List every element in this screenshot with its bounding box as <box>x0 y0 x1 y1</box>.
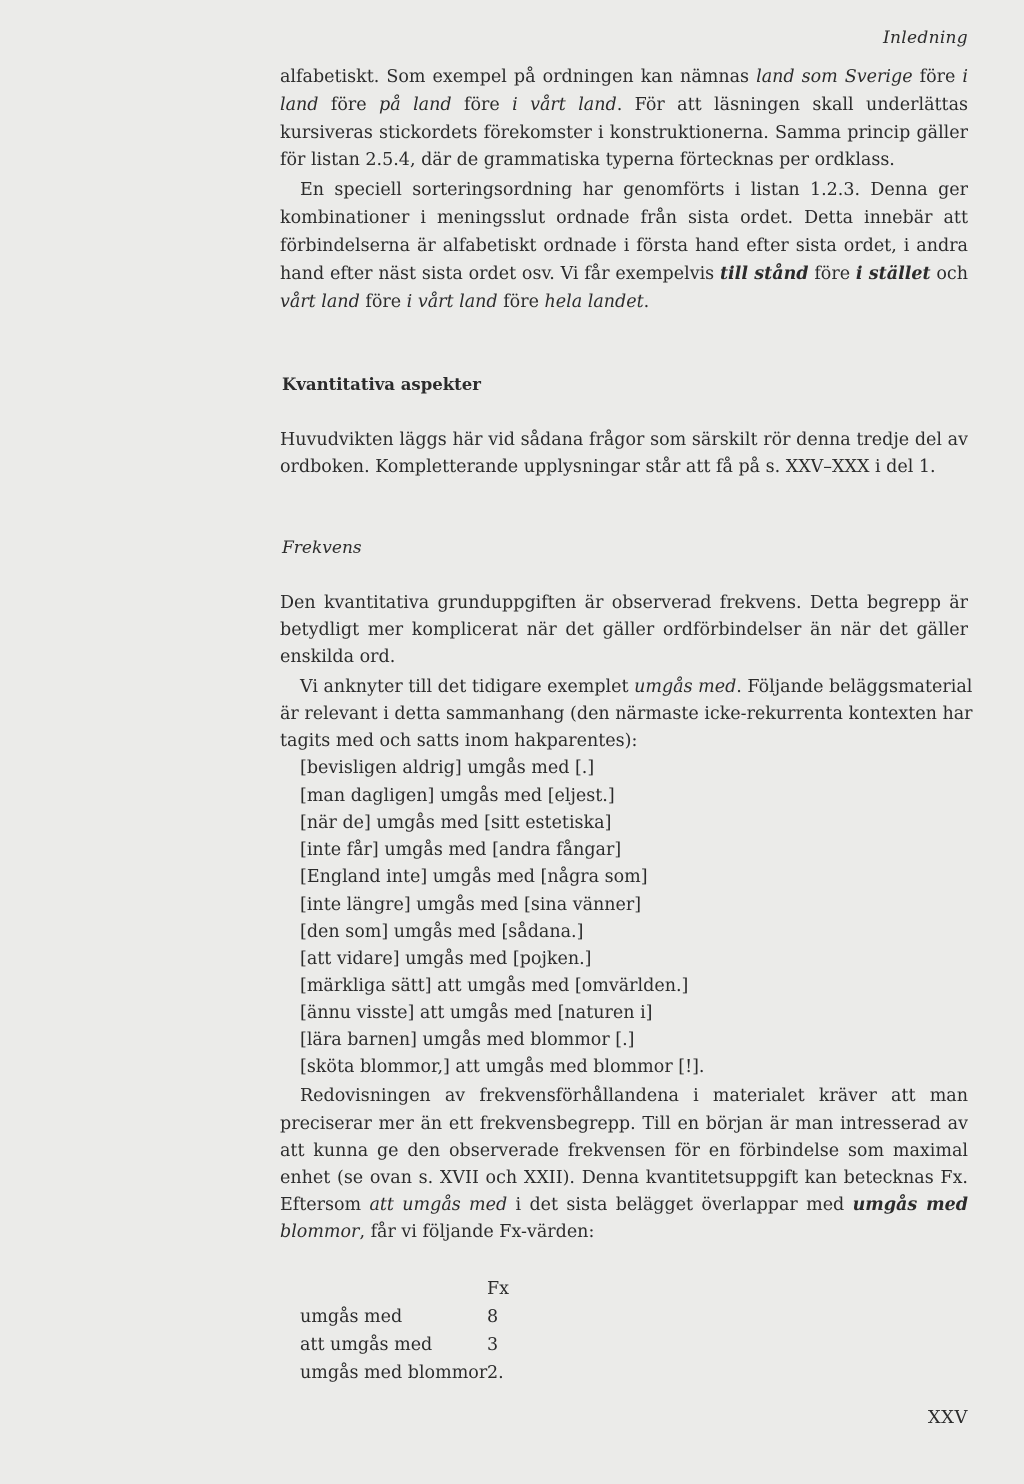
paragraph-line <box>300 674 973 701</box>
subsection-heading: Frekvens <box>282 538 362 558</box>
emphasized-text: i vårt land <box>512 95 617 115</box>
example-line: [sköta blommor,] att umgås med blommor [!]. <box>300 1057 705 1077</box>
text-segment: alfabetiskt. Som exempel på ordningen kan nämnas <box>280 67 757 87</box>
text-segment: och <box>930 264 969 284</box>
text-segment: Den kvantitativa grunduppgiften är observerad frekvens. Detta begrepp är <box>280 593 968 613</box>
text-segment: kursiveras stickordets förekomster i konstruktionerna. Samma princip gäller <box>280 123 968 143</box>
text-segment: . <box>643 292 650 312</box>
example-line: [den som] umgås med [sådana.] <box>300 922 584 942</box>
paragraph-line <box>280 64 968 91</box>
text-segment: Eftersom <box>280 1195 370 1215</box>
text-segment: före <box>912 67 963 87</box>
table-row <box>300 1331 540 1359</box>
emphasized-text: i stället <box>855 264 931 284</box>
example-line: [man dagligen] umgås med [eljest.] <box>300 786 615 806</box>
row-label: umgås med blommor <box>300 1363 488 1383</box>
text-segment: Huvudvikten läggs här vid sådana frågor som särskilt rör denna tredje del av <box>280 430 968 450</box>
paragraph-line <box>280 454 968 481</box>
emphasized-text: land som Sverige <box>756 67 913 87</box>
emphasized-text: i vårt land <box>406 292 498 312</box>
text-segment: enhet (se ovan s. XVII och XXII). Denna kvantitetsuppgift kan betecknas Fx. <box>280 1168 968 1188</box>
paragraph-line <box>280 92 968 119</box>
emphasized-text: att umgås med <box>369 1195 508 1215</box>
paragraph-line <box>280 1111 968 1138</box>
text-segment: . För att läsningen skall underlättas <box>616 95 968 115</box>
example-line: [ännu visste] att umgås med [naturen i] <box>300 1003 653 1023</box>
text-segment: Redovisningen av frekvensförhållandena i materialet kräver att man <box>300 1086 968 1106</box>
table-row <box>300 1303 540 1331</box>
text-segment: tagits med och satts inom hakparentes): <box>280 731 638 751</box>
paragraph-line <box>280 147 968 174</box>
row-value: 8 <box>487 1307 499 1327</box>
text-segment: är relevant i detta sammanhang (den närmaste icke-rekurrenta kontexten har <box>280 704 973 724</box>
paragraph-line <box>280 701 973 728</box>
text-segment: att kunna ge den observerade frekvensen för en förbindelse som maximal <box>280 1141 968 1161</box>
paragraph-line <box>280 617 968 644</box>
emphasized-text: på land <box>379 95 452 115</box>
table-header-row <box>300 1275 540 1303</box>
row-value: 3 <box>487 1335 499 1355</box>
column-header-fx: Fx <box>487 1279 510 1299</box>
text-segment: hand efter näst sista ordet osv. Vi får exempelvis <box>280 264 720 284</box>
frequency-table <box>300 1275 540 1387</box>
text-segment: förbindelserna är alfabetiskt ordnade i första hand efter sista ordet, i andra <box>280 236 968 256</box>
emphasized-text: i <box>962 67 968 87</box>
text-segment: för listan 2.5.4, där de grammatiska typerna förtecknas per ordklass. <box>280 150 895 170</box>
row-value: 2. <box>487 1363 504 1383</box>
text-segment: Vi anknyter till det tidigare exemplet <box>300 677 635 697</box>
emphasized-text: till stånd <box>719 264 809 284</box>
paragraph-line <box>300 177 968 204</box>
text-segment: enskilda ord. <box>280 647 396 667</box>
paragraph-line <box>280 233 968 260</box>
text-segment: . Följande beläggsmaterial <box>736 677 973 697</box>
text-segment: ordboken. Kompletterande upplysningar står att få på s. XXV–XXX i del 1. <box>280 457 936 477</box>
text-segment: i det sista belägget överlappar med <box>507 1195 853 1215</box>
example-line: [England inte] umgås med [några som] <box>300 867 648 887</box>
text-segment: kombinationer i meningsslut ordnade från sista ordet. Detta innebär att <box>280 208 968 228</box>
text-segment: preciserar mer än ett frekvensbegrepp. Till en början är man intresserad av <box>280 1114 968 1134</box>
section-heading: Kvantitativa aspekter <box>282 375 481 394</box>
paragraph-line <box>280 1219 968 1246</box>
paragraph-line <box>300 1083 968 1110</box>
example-line: [lära barnen] umgås med blommor [.] <box>300 1030 635 1050</box>
page-number: XXV <box>927 1407 968 1428</box>
text-segment: före <box>497 292 545 312</box>
paragraph-line <box>280 427 968 454</box>
text-segment: före <box>808 264 856 284</box>
paragraph-line <box>280 728 968 755</box>
text-segment: betydligt mer komplicerat när det gäller ordförbindelser än när det gäller <box>280 620 968 640</box>
paragraph-line <box>280 1192 968 1219</box>
text-segment: före <box>359 292 407 312</box>
paragraph-line <box>280 120 968 147</box>
paragraph-line <box>280 1165 968 1192</box>
example-line: [bevisligen aldrig] umgås med [.] <box>300 758 595 778</box>
example-line: [när de] umgås med [sitt estetiska] <box>300 813 612 833</box>
example-line: [att vidare] umgås med [pojken.] <box>300 949 592 969</box>
emphasized-text: umgås med <box>634 677 737 697</box>
example-line: [inte längre] umgås med [sina vänner] <box>300 895 642 915</box>
text-segment: En speciell sorteringsordning har genomförts i listan 1.2.3. Denna ger <box>300 180 968 200</box>
emphasized-text: hela landet <box>544 292 644 312</box>
emphasized-text: umgås med <box>852 1195 968 1215</box>
emphasized-text: blommor <box>280 1222 360 1242</box>
paragraph-line <box>280 205 968 232</box>
running-header: Inledning <box>883 28 968 48</box>
row-label: umgås med <box>300 1307 403 1327</box>
table-row <box>300 1359 540 1387</box>
emphasized-text: vårt land <box>280 292 360 312</box>
row-label: att umgås med <box>300 1335 433 1355</box>
text-segment: , får vi följande Fx-värden: <box>359 1222 595 1242</box>
paragraph-line <box>280 644 968 671</box>
text-segment: före <box>318 95 380 115</box>
text-segment: före <box>451 95 513 115</box>
emphasized-text: land <box>280 95 319 115</box>
paragraph-line <box>280 261 968 288</box>
paragraph-line <box>280 289 968 316</box>
paragraph-line <box>280 590 968 617</box>
paragraph-line <box>280 1138 968 1165</box>
example-line: [märkliga sätt] att umgås med [omvärlden.] <box>300 976 689 996</box>
example-line: [inte får] umgås med [andra fångar] <box>300 840 622 860</box>
